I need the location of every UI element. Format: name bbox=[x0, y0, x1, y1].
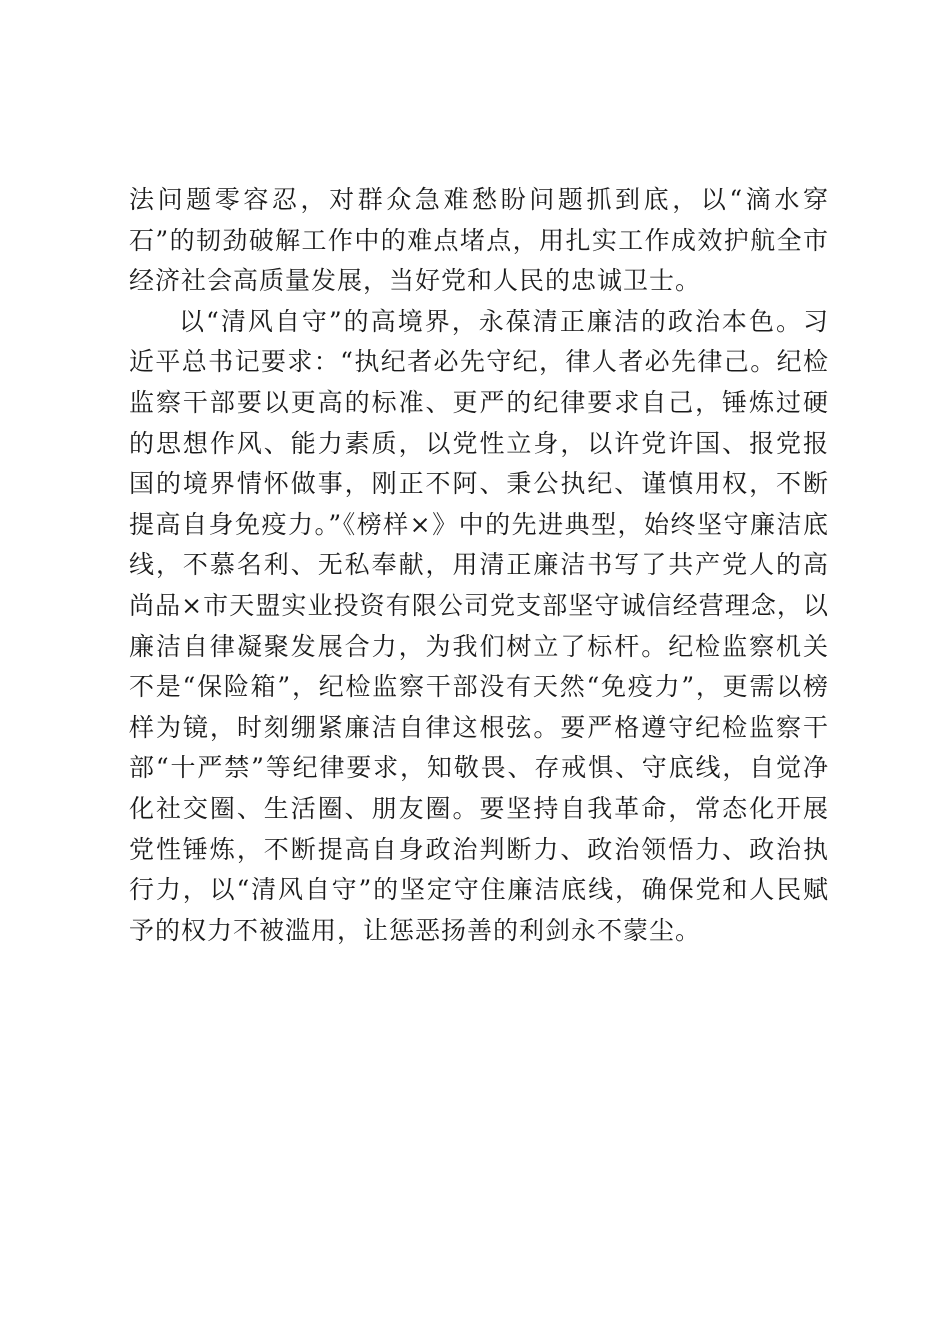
paragraph-qingfeng-zishou: 以“清风自守”的高境界，永葆清正廉洁的政治本色。习近平总书记要求：“执纪者必先守纪，律人者必先律己。纪检监察干部要以更高的标准、更严的纪律要求自己，锤炼过硬的思想作风、能力素质，以党性立身，以许党许国、报党报国的境界情怀做事，刚正不阿、秉公执纪、谨慎用权，不断提高自身免疫力。”《榜样×》中的先进典型，始终坚守廉洁底线，不慕名利、无私奉献，用清正廉洁书写了共产党人的高尚品×市天盟实业投资有限公司党支部坚守诚信经营理念，以廉洁自律凝聚发展合力，为我们树立了标杆。纪检监察机关不是“保险箱”，纪检监察干部没有天然“免疫力”，更需以榜样为镜，时刻绷紧廉洁自律这根弦。要严格遵守纪检监察干部“十严禁”等纪律要求，知敬畏、存戒惧、守底线，自觉净化社交圈、生活圈、朋友圈。要坚持自我革命，常态化开展党性锤炼，不断提高自身政治判断力、政治领悟力、政治执行力，以“清风自守”的坚定守住廉洁底线，确保党和人民赋予的权力不被滥用，让惩恶扬善的利剑永不蒙尘。 bbox=[129, 306, 829, 945]
paragraph-continued: 法问题零容忍，对群众急难愁盼问题抓到底，以“滴水穿石”的韧劲破解工作中的难点堵点，用扎实工作成效护航全市经济社会高质量发展，当好党和人民的忠诚卫士。 bbox=[129, 185, 829, 296]
body-text bbox=[129, 180, 829, 951]
